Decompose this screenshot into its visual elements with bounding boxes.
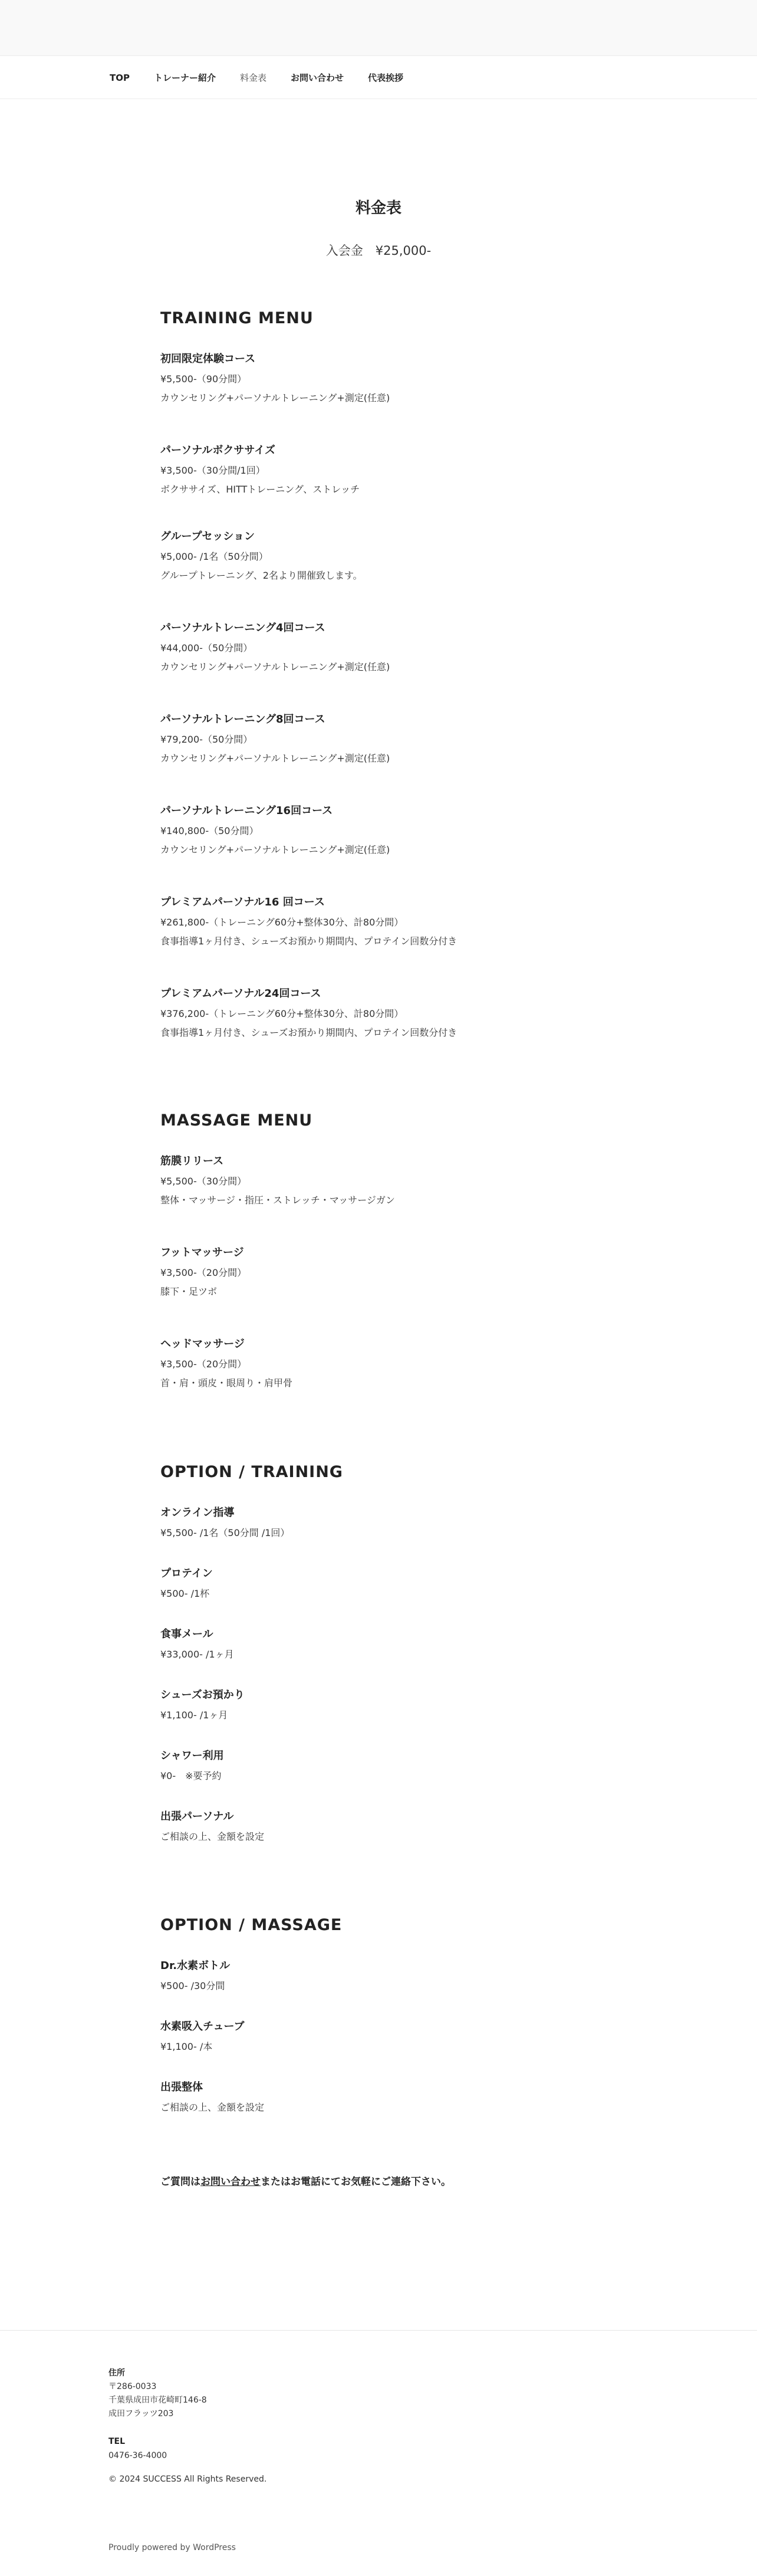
address-line-2: 成田フラッツ203 <box>108 2409 174 2419</box>
price-item <box>160 1566 608 1605</box>
price-item <box>160 1627 608 1666</box>
item-name: プロテイン <box>160 1567 213 1580</box>
item-name: プレミアムパーソナル24回コース <box>160 987 321 1000</box>
price-item <box>160 1245 608 1303</box>
price-item <box>160 1154 608 1212</box>
price-item <box>160 895 608 953</box>
item-price: ¥3,500-（30分間/1回） <box>160 465 265 476</box>
postal-code: 〒286-0033 <box>108 2382 157 2391</box>
price-item <box>160 352 608 409</box>
item-description: 膝下・足ツボ <box>160 1286 218 1297</box>
option-massage-title: OPTION / MASSAGE <box>160 1916 343 1934</box>
item-name: 出張整体 <box>160 2081 203 2093</box>
item-description: 首・肩・頭皮・眼周り・肩甲骨 <box>160 1377 293 1389</box>
item-price: ¥261,800-（トレーニング60分+整体30分、計80分間） <box>160 917 404 928</box>
item-price: ¥44,000-（50分間） <box>160 642 253 654</box>
item-description: カウンセリング+パーソナルトレーニング+測定(任意) <box>160 753 390 764</box>
item-price: ¥1,100- /本 <box>160 2041 213 2052</box>
item-price: ¥5,500-（30分間） <box>160 1176 247 1187</box>
item-price: ¥3,500-（20分間） <box>160 1358 247 1370</box>
item-name: ヘッドマッサージ <box>160 1338 245 1350</box>
contact-note-after: またはお電話にてお気軽にご連絡下さい。 <box>261 2176 451 2188</box>
item-name: 水素吸入チューブ <box>160 2020 245 2033</box>
price-item <box>160 1748 608 1787</box>
item-description: カウンセリング+パーソナルトレーニング+測定(任意) <box>160 844 390 855</box>
item-name: パーソナルトレーニング16回コース <box>160 805 333 817</box>
training-menu-title: TRAINING MENU <box>160 309 314 327</box>
nav-list <box>110 72 427 84</box>
address-line-1: 千葉県成田市花崎町146-8 <box>108 2395 207 2405</box>
nav-item-greeting[interactable]: 代表挨拶 <box>368 73 404 83</box>
item-price: ¥5,500- /1名（50分間 /1回） <box>160 1527 290 1538</box>
admission-fee: 入会金 ¥25,000- <box>325 244 432 258</box>
price-item <box>160 1809 608 1848</box>
item-price: ¥1,100- /1ヶ月 <box>160 1709 228 1721</box>
price-item <box>160 1337 608 1394</box>
price-item <box>160 443 608 501</box>
item-description: カウンセリング+パーソナルトレーニング+測定(任意) <box>160 392 390 403</box>
tel-label: TEL <box>108 2437 126 2446</box>
item-name: プレミアムパーソナル16 回コース <box>160 896 325 908</box>
item-name: シューズお預かり <box>160 1689 245 1701</box>
item-name: パーソナルトレーニング4回コース <box>160 622 325 634</box>
item-name: 初回限定体験コース <box>160 353 256 365</box>
item-price: ¥33,000- /1ヶ月 <box>160 1649 234 1660</box>
item-name: 筋膜リリース <box>160 1155 224 1167</box>
item-description: 整体・マッサージ・指圧・ストレッチ・マッサージガン <box>160 1195 395 1206</box>
item-price: ご相談の上、金額を設定 <box>160 1831 265 1842</box>
price-item <box>160 621 608 678</box>
site-footer <box>0 2330 757 2576</box>
copyright: © 2024 SUCCESS All Rights Reserved. <box>108 2475 267 2484</box>
price-item <box>160 1958 608 1997</box>
powered-by-link[interactable]: Proudly powered by WordPress <box>108 2543 236 2552</box>
item-name: Dr.水素ボトル <box>160 1960 231 1972</box>
item-name: 食事メール <box>160 1628 213 1640</box>
contact-note <box>160 2174 451 2190</box>
contact-link[interactable]: お問い合わせ <box>200 2176 261 2188</box>
item-name: 出張パーソナル <box>160 1810 234 1823</box>
site-header-bar <box>0 0 757 56</box>
item-name: オンライン指導 <box>160 1507 235 1519</box>
item-price: ¥0- ※要予約 <box>160 1770 222 1781</box>
main-navigation <box>0 57 757 99</box>
item-price: ¥3,500-（20分間） <box>160 1267 247 1278</box>
item-name: フットマッサージ <box>160 1246 244 1259</box>
nav-item-trainers[interactable]: トレーナー紹介 <box>153 73 216 83</box>
item-description: 食事指導1ヶ月付き、シューズお預かり期間内、プロテイン回数分付き <box>160 936 458 947</box>
address-label: 住所 <box>108 2368 125 2378</box>
item-description: カウンセリング+パーソナルトレーニング+測定(任意) <box>160 661 390 672</box>
price-item <box>160 986 608 1044</box>
contact-note-before: ご質問は <box>160 2176 200 2188</box>
price-item <box>160 2080 608 2119</box>
item-price: ¥5,500-（90分間） <box>160 373 247 385</box>
nav-item-top[interactable]: TOP <box>110 73 130 83</box>
item-price: ¥500- /30分間 <box>160 1980 225 1991</box>
item-price: ¥500- /1杯 <box>160 1588 210 1599</box>
item-description: ボクササイズ、HITTトレーニング、ストレッチ <box>160 484 360 495</box>
item-name: グループセッション <box>160 530 255 543</box>
item-price: ¥140,800-（50分間） <box>160 825 259 836</box>
item-price: ¥79,200-（50分間） <box>160 734 253 745</box>
price-item <box>160 2019 608 2058</box>
option-training-title: OPTION / TRAINING <box>160 1463 343 1481</box>
item-price: ¥5,000- /1名（50分間） <box>160 551 268 562</box>
price-item <box>160 1688 608 1727</box>
item-description: グループトレーニング、2名より開催致します。 <box>160 570 363 581</box>
nav-item-contact[interactable]: お問い合わせ <box>291 73 344 83</box>
price-item <box>160 1505 608 1544</box>
item-description: 食事指導1ヶ月付き、シューズお預かり期間内、プロテイン回数分付き <box>160 1027 458 1038</box>
item-price: ご相談の上、金額を設定 <box>160 2102 265 2113</box>
item-price: ¥376,200-（トレーニング60分+整体30分、計80分間） <box>160 1008 404 1019</box>
price-item <box>160 529 608 587</box>
price-item <box>160 712 608 770</box>
massage-menu-title: MASSAGE MENU <box>160 1111 313 1130</box>
item-name: パーソナルトレーニング8回コース <box>160 713 325 726</box>
nav-item-pricing[interactable]: 料金表 <box>240 73 267 83</box>
page-title: 料金表 <box>355 199 401 217</box>
item-name: パーソナルボクササイズ <box>160 444 275 457</box>
item-name: シャワー利用 <box>160 1750 224 1762</box>
tel-number: 0476-36-4000 <box>108 2451 167 2460</box>
price-item <box>160 803 608 861</box>
